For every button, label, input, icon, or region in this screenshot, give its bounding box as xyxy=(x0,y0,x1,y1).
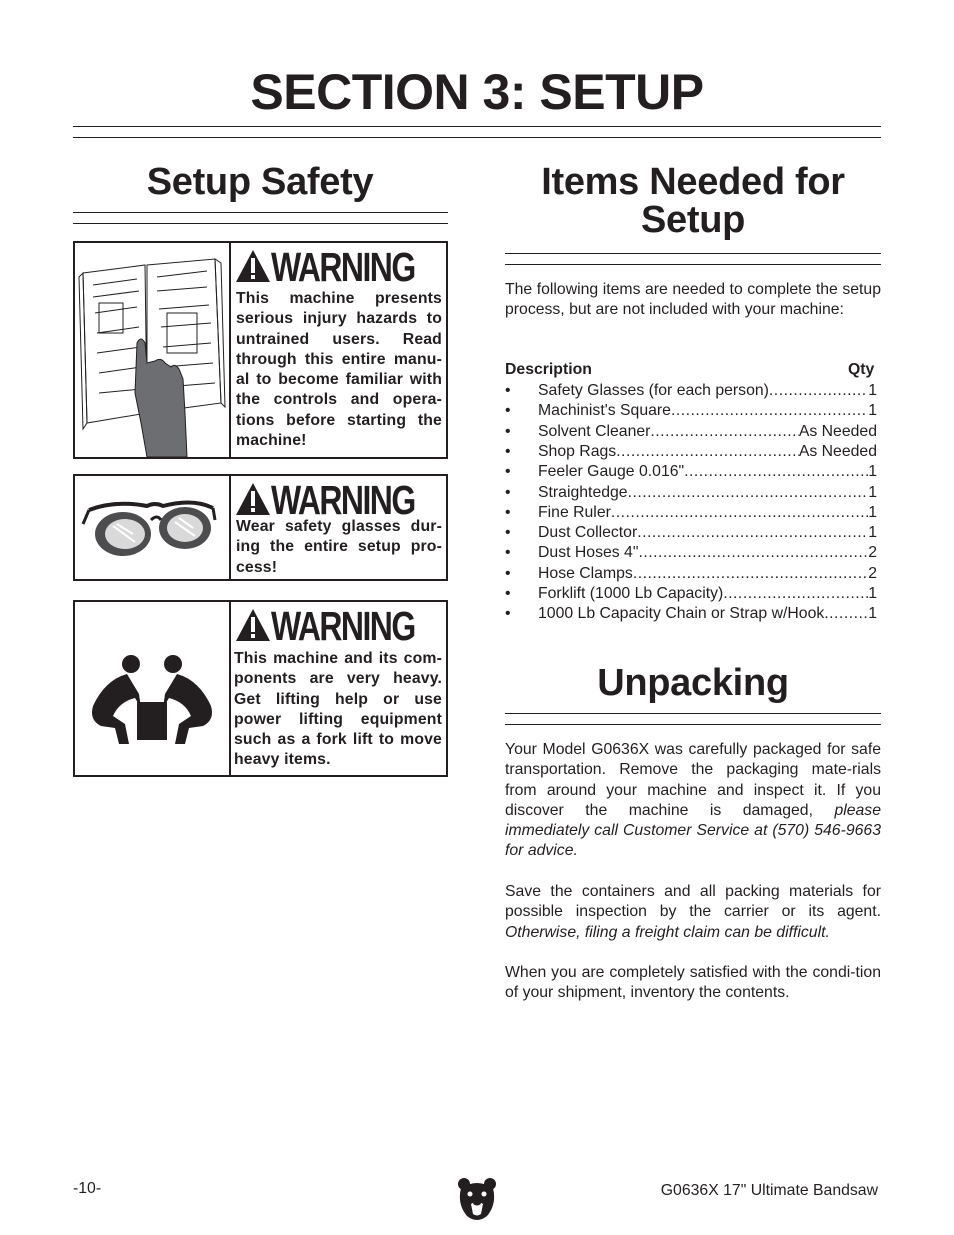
item-name: Feeler Gauge 0.016" xyxy=(538,463,685,481)
footer-model: G0636X 17" Ultimate Bandsaw xyxy=(660,1182,878,1199)
leader-dots xyxy=(638,543,868,563)
list-item xyxy=(505,604,877,624)
leader-dots xyxy=(671,401,868,421)
bullet: • xyxy=(505,483,511,501)
list-item xyxy=(505,543,877,563)
bullet: • xyxy=(505,524,511,542)
item-qty: As Needed xyxy=(798,422,877,440)
bullet: • xyxy=(505,442,511,460)
bullet: • xyxy=(505,463,511,481)
item-name: Dust Collector xyxy=(538,524,638,542)
items-needed-heading xyxy=(505,163,881,239)
safety-glasses-icon xyxy=(75,476,231,579)
warning-text-manual: This machine presents serious injury hazards to untrained users. Read through this entire manu-al to become familiar with the controls and opera-tions before starting the machine! xyxy=(236,290,442,450)
item-name: Fine Ruler xyxy=(538,503,611,521)
item-line xyxy=(538,401,877,421)
bullet: • xyxy=(505,503,511,521)
unpacking-p2-text: Save the containers and all packing materials for possible inspection by the carrier or its agent. xyxy=(505,883,881,921)
item-name: Shop Rags xyxy=(538,442,617,460)
leader-dots xyxy=(769,381,868,401)
items-intro: The following items are needed to complete the setup process, but are not included with your machine: xyxy=(505,281,881,319)
bear-head-logo xyxy=(457,1176,497,1227)
two-person-lift-icon xyxy=(75,602,231,775)
item-qty: 1 xyxy=(868,483,877,501)
warning-word: WARNING xyxy=(271,477,415,523)
warning-text-lifting: This machine and its com-ponents are very heavy. Get lifting help or use power lifting equipment such as a fork lift to move heavy items. xyxy=(234,650,442,769)
unpacking-paragraph-3: When you are completely satisfied with the condi-tion of your shipment, inventory the contents. xyxy=(505,964,881,1002)
unpacking-p2-italic: Otherwise, filing a freight claim can be difficult. xyxy=(505,923,830,941)
item-line xyxy=(538,523,877,543)
list-item xyxy=(505,523,877,543)
leader-dots xyxy=(628,483,869,503)
unpacking-rule-top xyxy=(505,713,881,714)
list-item xyxy=(505,584,877,604)
setup-safety-rule-top xyxy=(73,212,448,213)
item-line xyxy=(538,381,877,401)
item-qty: 1 xyxy=(868,382,877,399)
title-rule-top xyxy=(73,126,881,127)
unpacking-heading: Unpacking xyxy=(597,662,789,704)
item-qty: 1 xyxy=(868,585,877,602)
bullet: • xyxy=(505,422,511,440)
bullet: • xyxy=(505,605,511,623)
items-needed-heading-line2: Setup xyxy=(640,199,746,241)
bullet: • xyxy=(505,585,511,602)
item-line xyxy=(538,543,877,563)
bullet: • xyxy=(505,544,511,562)
item-line xyxy=(538,584,877,604)
unpacking-paragraph-2 xyxy=(505,882,881,943)
leader-dots xyxy=(650,422,798,442)
item-qty: As Needed xyxy=(798,442,877,460)
bullet: • xyxy=(505,382,511,399)
leader-dots xyxy=(723,584,868,604)
page-number: -10- xyxy=(73,1180,102,1197)
list-item xyxy=(505,462,877,482)
item-name: Solvent Cleaner xyxy=(538,422,651,440)
warning-triangle-icon xyxy=(235,482,271,521)
item-line xyxy=(538,503,877,523)
warning-word: WARNING xyxy=(271,603,415,649)
list-item xyxy=(505,401,877,421)
item-line xyxy=(538,422,877,442)
warning-text-glasses: Wear safety glasses dur-ing the entire setup pro-cess! xyxy=(236,518,442,576)
warning-box-glasses xyxy=(73,474,448,581)
item-line xyxy=(538,442,877,462)
items-rule-top xyxy=(505,253,881,254)
item-line xyxy=(538,462,877,482)
items-rule-bottom xyxy=(505,264,881,265)
warning-triangle-icon xyxy=(235,608,271,647)
unpacking-p1-italic: please immediately call Customer Service at (570) 546-9663 for advice. xyxy=(505,801,881,860)
item-name: Dust Hoses 4" xyxy=(538,544,639,562)
warning-box-lifting xyxy=(73,600,448,777)
title-rule-bottom xyxy=(73,137,881,138)
item-line xyxy=(538,564,877,584)
item-line xyxy=(538,483,877,503)
manual-reading-hand-icon xyxy=(75,243,231,457)
setup-safety-rule-bottom xyxy=(73,223,448,224)
bullet: • xyxy=(505,402,511,420)
warning-word: WARNING xyxy=(271,244,415,290)
item-qty: 1 xyxy=(868,503,877,521)
item-name: Straightedge xyxy=(538,483,628,501)
list-item xyxy=(505,483,877,503)
leader-dots xyxy=(616,442,799,462)
item-name: Forklift (1000 Lb Capacity) xyxy=(538,585,724,602)
leader-dots xyxy=(684,462,868,482)
leader-dots xyxy=(633,564,868,584)
warning-triangle-icon xyxy=(235,249,271,288)
item-name: Safety Glasses (for each person) xyxy=(538,382,769,399)
item-name: Hose Clamps xyxy=(538,564,633,582)
item-qty: 2 xyxy=(868,544,877,562)
list-item xyxy=(505,381,877,401)
unpacking-rule-bottom xyxy=(505,724,881,725)
item-qty: 1 xyxy=(868,463,877,481)
items-col-description: Description xyxy=(505,361,592,378)
list-item xyxy=(505,442,877,462)
item-qty: 2 xyxy=(868,564,877,582)
leader-dots xyxy=(611,503,868,523)
items-col-qty: Qty xyxy=(848,361,875,378)
list-item xyxy=(505,503,877,523)
list-item xyxy=(505,422,877,442)
leader-dots xyxy=(637,523,868,543)
list-item xyxy=(505,564,877,584)
warning-box-manual xyxy=(73,241,448,459)
items-needed-heading-line1: Items Needed for xyxy=(541,161,845,203)
unpacking-p1-text: Your Model G0636X was carefully packaged for safe transportation. Remove the packaging mate-rials from around your machine and inspect it. If you discover the machine is damaged, xyxy=(505,741,881,819)
leader-dots xyxy=(824,604,868,624)
section-title: SECTION 3: SETUP xyxy=(250,64,704,120)
item-qty: 1 xyxy=(868,402,877,420)
bullet: • xyxy=(505,564,511,582)
unpacking-paragraph-1 xyxy=(505,740,881,862)
item-qty: 1 xyxy=(868,524,877,542)
item-line xyxy=(538,604,877,624)
setup-safety-heading: Setup Safety xyxy=(146,161,374,203)
item-qty: 1 xyxy=(868,605,877,623)
item-name: Machinist's Square xyxy=(538,402,671,420)
item-name: 1000 Lb Capacity Chain or Strap w/Hook xyxy=(538,605,825,623)
